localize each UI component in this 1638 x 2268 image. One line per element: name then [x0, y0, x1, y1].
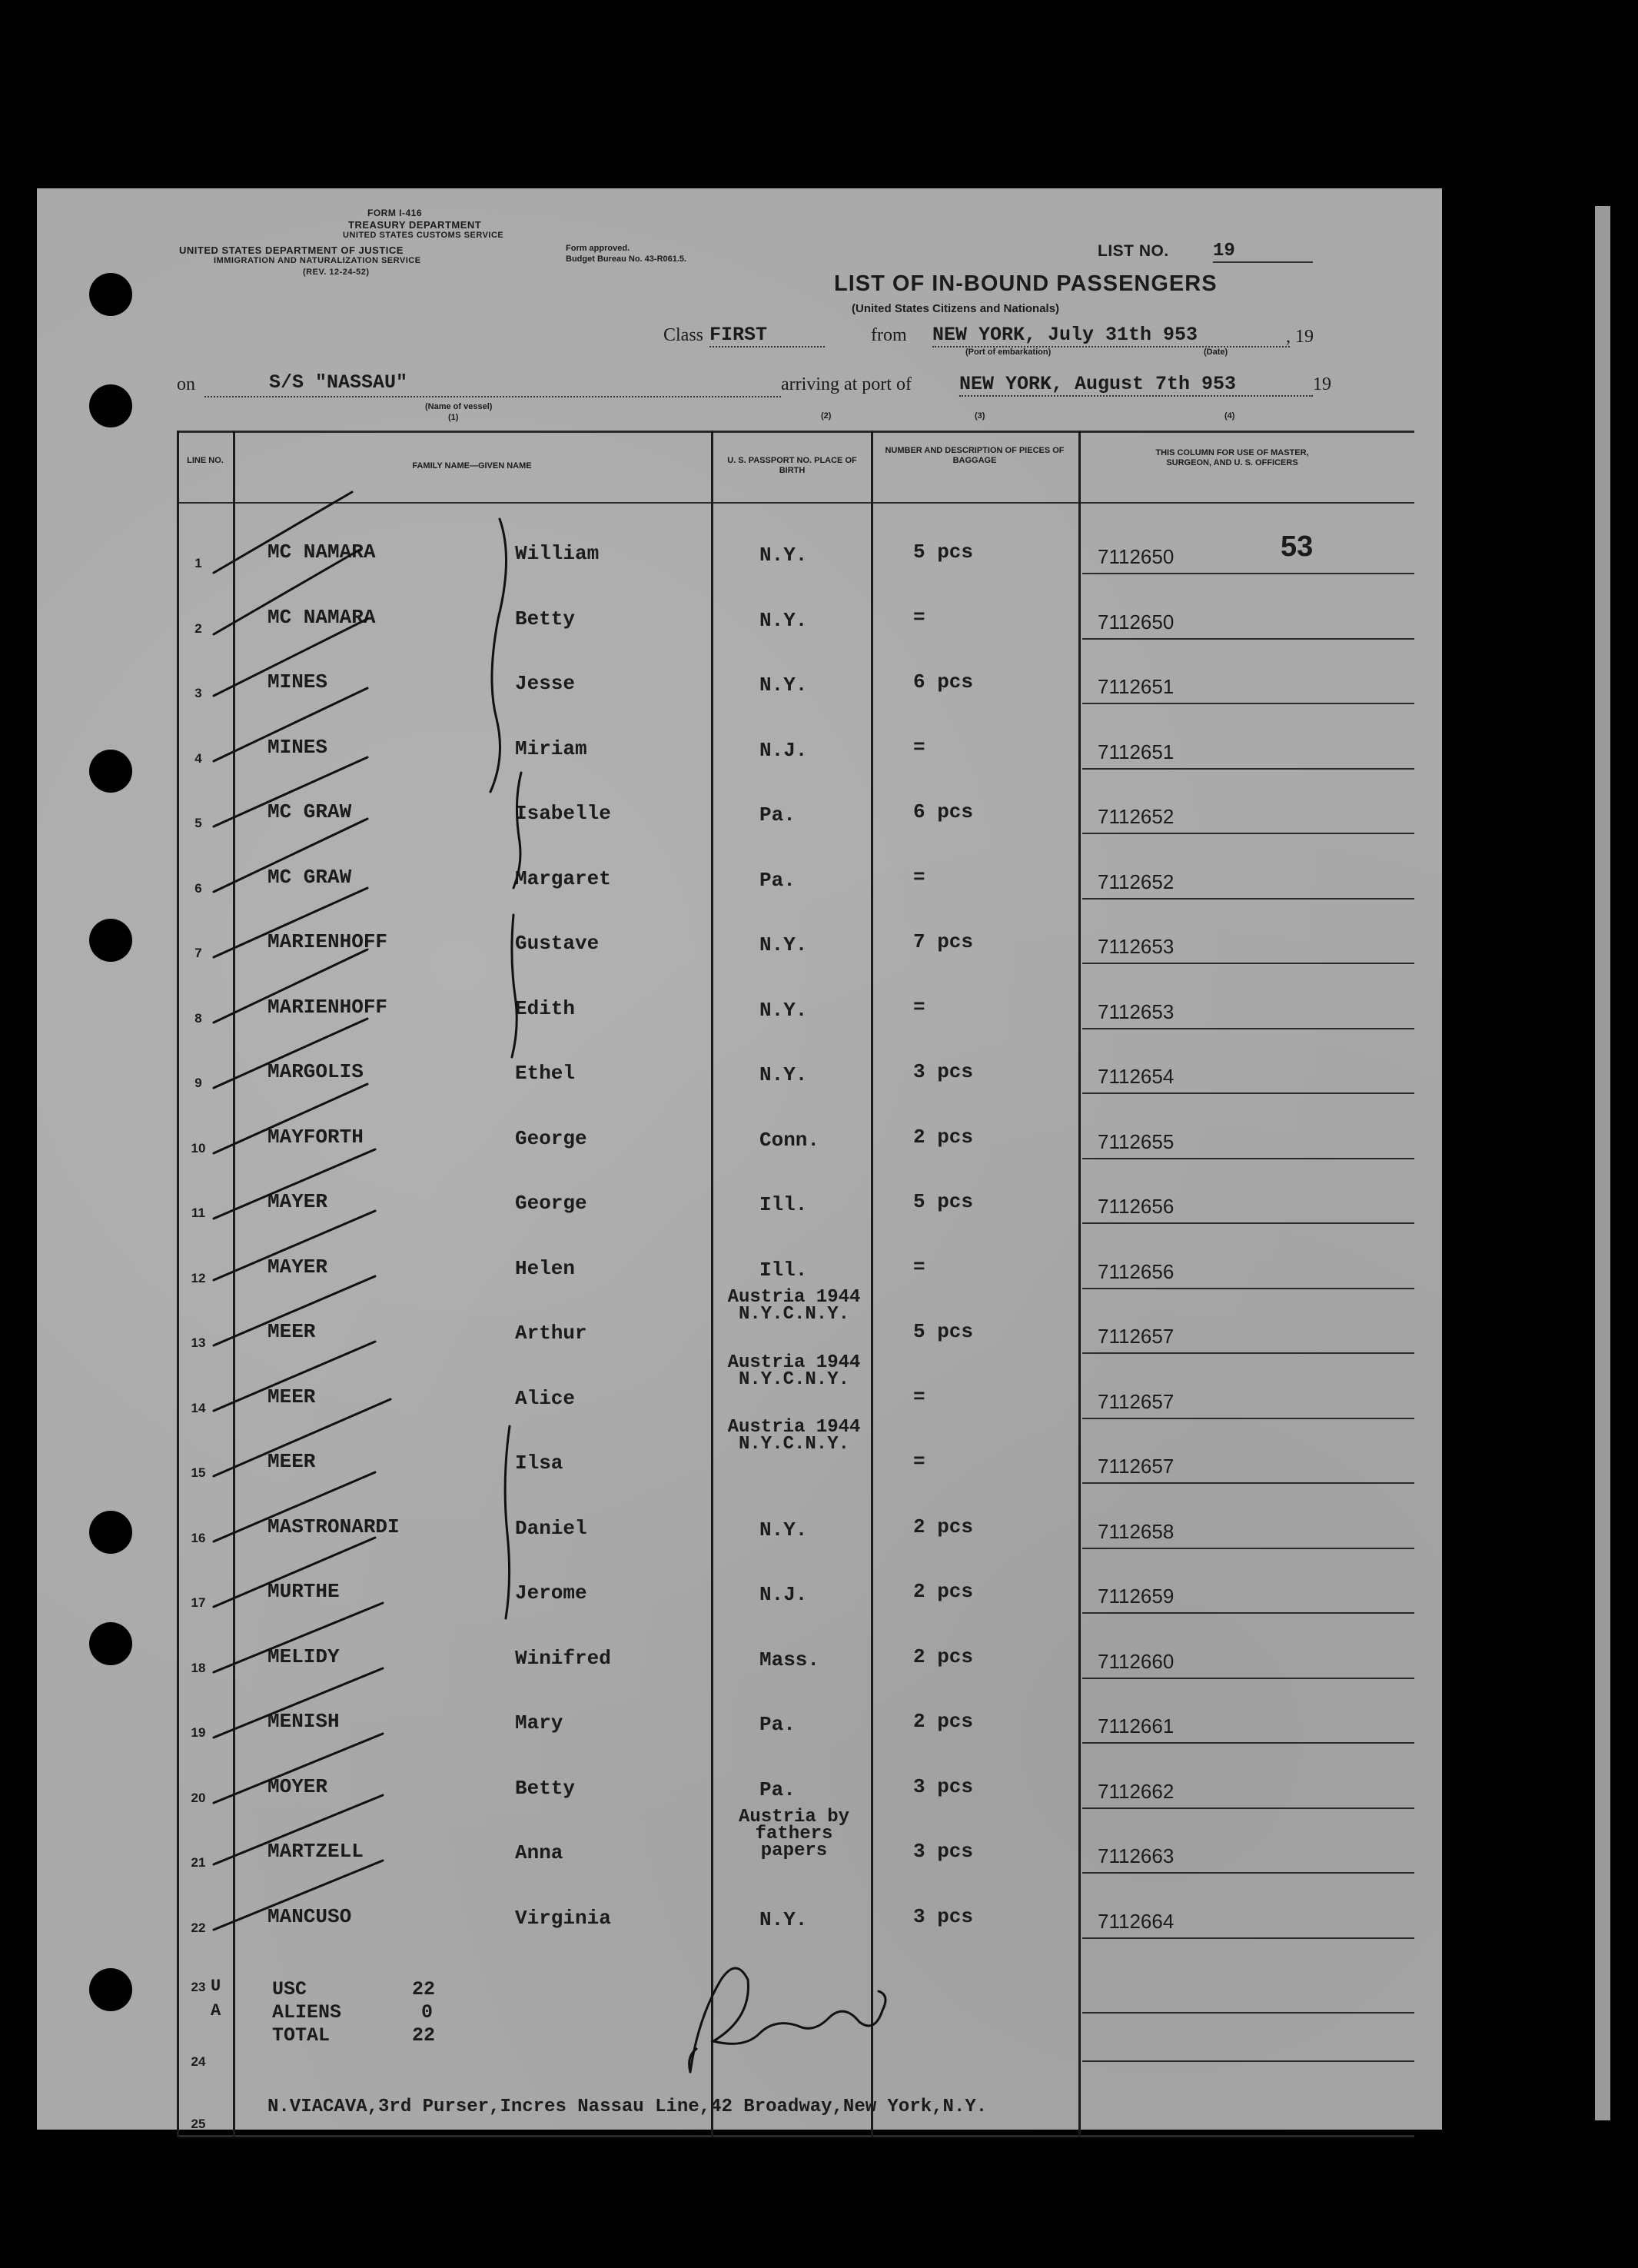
family-bracket [505, 1426, 510, 1618]
place-of-birth: N.Y. [759, 933, 808, 956]
officer-number: 7112658 [1098, 1520, 1175, 1543]
check-mark [214, 1538, 375, 1607]
caption-3: (3) [975, 411, 985, 421]
aliens-label: ALIENS [272, 2001, 342, 2024]
given-name: Betty [515, 607, 576, 630]
list-no-label: LIST NO. [1098, 242, 1169, 260]
place-of-birth: N.Y. [759, 1908, 808, 1931]
corner-mark: 53 [1281, 530, 1314, 563]
baggage: 5 pcs [913, 1320, 974, 1343]
family-name: MARIENHOFF [267, 996, 388, 1019]
from-label: from [871, 325, 907, 345]
line-number: 10 [191, 1141, 206, 1156]
u-mark: U [211, 1977, 221, 1996]
usc-label: USC [272, 1978, 307, 2000]
check-mark [214, 1342, 375, 1411]
line-number: 3 [194, 686, 202, 700]
place-of-birth: Ill. [759, 1193, 808, 1216]
form-number: FORM I-416 [367, 208, 423, 218]
officer-number: 7112664 [1098, 1910, 1175, 1933]
place-of-birth: Austria 1944 N.Y.C.N.Y. [727, 1352, 861, 1390]
purser-footer: N.VIACAVA,3rd Purser,Incres Nassau Line,42 Broadway,New York,N.Y. [267, 2097, 988, 2117]
place-of-birth: Austria 1944 N.Y.C.N.Y. [727, 1417, 861, 1455]
check-mark [214, 1149, 375, 1219]
family-name: MAYER [267, 1190, 328, 1213]
place-of-birth: Pa. [759, 803, 796, 826]
officer-number: 7112663 [1098, 1844, 1175, 1867]
place-of-birth: Mass. [759, 1648, 820, 1671]
check-mark [214, 1861, 383, 1930]
family-bracket [512, 915, 517, 1057]
place-of-birth: N.Y. [759, 609, 808, 632]
a-mark: A [211, 2001, 221, 2020]
adjacent-page-edge [1595, 206, 1610, 2120]
arriving-value: NEW YORK, August 7th 953 [959, 373, 1313, 397]
given-name: Margaret [515, 867, 611, 890]
given-name: Mary [515, 1711, 563, 1734]
line-number: 9 [194, 1076, 202, 1090]
baggage: 6 pcs [913, 800, 974, 823]
signature [690, 1968, 885, 2072]
caption-2: (2) [821, 411, 832, 421]
baggage: 3 pcs [913, 1840, 974, 1863]
check-mark [214, 1734, 383, 1803]
check-mark [214, 492, 352, 573]
col-header-line-no: LINE NO. [187, 456, 224, 465]
place-of-birth: Austria by fathers papers [738, 1807, 850, 1861]
line-number: 17 [191, 1595, 206, 1610]
family-name: MINES [267, 670, 328, 693]
family-name: MEER [267, 1385, 316, 1408]
handwritten-marks [37, 188, 1442, 2130]
binder-hole [89, 384, 132, 427]
family-name: MC GRAW [267, 866, 352, 889]
line-number: 6 [194, 881, 202, 896]
document-title: LIST OF IN-BOUND PASSENGERS [834, 271, 1218, 296]
family-name: MURTHE [267, 1580, 340, 1603]
check-mark [214, 1084, 367, 1153]
officer-number: 7112660 [1098, 1650, 1175, 1673]
check-mark [214, 1472, 375, 1541]
given-name: Gustave [515, 932, 600, 955]
line-number: 20 [191, 1791, 206, 1805]
line-number: 13 [191, 1335, 206, 1350]
family-name: MELIDY [267, 1645, 340, 1668]
family-name: MARTZELL [267, 1840, 364, 1863]
place-of-birth: Austria 1944 N.Y.C.N.Y. [727, 1287, 861, 1325]
check-mark [214, 688, 367, 761]
dept-treasury: TREASURY DEPARTMENT [348, 219, 482, 231]
given-name: Ethel [515, 1062, 576, 1085]
officer-number: 7112659 [1098, 1585, 1175, 1608]
family-name: MINES [267, 736, 328, 759]
baggage: 7 pcs [913, 930, 974, 953]
given-name: Winifred [515, 1647, 611, 1670]
baggage: 3 pcs [913, 1775, 974, 1798]
line-number: 14 [191, 1401, 206, 1415]
family-name: MOYER [267, 1775, 328, 1798]
given-name: Jesse [515, 672, 576, 695]
check-mark [214, 1603, 383, 1672]
family-name: MARGOLIS [267, 1060, 364, 1083]
total-value: 22 [412, 2024, 436, 2047]
binder-hole [89, 919, 132, 962]
caption-4: (4) [1224, 411, 1235, 421]
binder-hole [89, 1511, 132, 1554]
year-suffix-2: 19 [1313, 374, 1331, 394]
check-mark [214, 1668, 383, 1738]
check-mark [214, 949, 367, 1023]
check-mark [214, 619, 367, 696]
place-of-birth: N.Y. [759, 999, 808, 1022]
check-mark [214, 1276, 375, 1345]
line-number: 16 [191, 1531, 206, 1545]
officer-number: 7112662 [1098, 1780, 1175, 1803]
officer-number: 7112656 [1098, 1260, 1175, 1283]
baggage: 3 pcs [913, 1905, 974, 1928]
officer-number: 7112651 [1098, 740, 1175, 763]
place-of-birth: Ill. [759, 1259, 808, 1282]
officer-number: 7112661 [1098, 1714, 1175, 1738]
baggage: 5 pcs [913, 1190, 974, 1213]
given-name: Daniel [515, 1517, 587, 1540]
given-name: Helen [515, 1257, 576, 1280]
family-name: MC NAMARA [267, 606, 376, 629]
baggage: = [913, 736, 925, 759]
col-header-name: FAMILY NAME—GIVEN NAME [412, 461, 532, 471]
place-of-birth: Conn. [759, 1129, 820, 1152]
line-number: 18 [191, 1661, 206, 1675]
document-subtitle: (United States Citizens and Nationals) [852, 302, 1060, 315]
check-mark [214, 1019, 367, 1088]
line-number: 15 [191, 1465, 206, 1480]
place-of-birth: N.Y. [759, 1518, 808, 1541]
line-number: 7 [194, 946, 202, 960]
place-of-birth: Pa. [759, 869, 796, 892]
place-of-birth: N.J. [759, 739, 808, 762]
family-bracket [490, 519, 507, 792]
binder-hole [89, 750, 132, 793]
officer-number: 7112651 [1098, 675, 1175, 698]
baggage: 2 pcs [913, 1126, 974, 1149]
place-of-birth: N.Y. [759, 544, 808, 567]
officer-number: 7112650 [1098, 610, 1175, 634]
baggage: 2 pcs [913, 1710, 974, 1733]
line-number: 8 [194, 1011, 202, 1026]
officer-number: 7112657 [1098, 1390, 1175, 1413]
given-name: Isabelle [515, 802, 611, 825]
given-name: William [515, 542, 600, 565]
baggage: = [913, 606, 925, 629]
family-name: MENISH [267, 1710, 340, 1733]
given-name: Virginia [515, 1907, 611, 1930]
place-of-birth: N.Y. [759, 673, 808, 697]
baggage: 2 pcs [913, 1580, 974, 1603]
check-mark [214, 757, 367, 826]
given-name: Anna [515, 1841, 563, 1864]
place-of-birth: Pa. [759, 1778, 796, 1801]
from-value: NEW YORK, July 31th 953 [932, 324, 1290, 348]
line-number: 1 [194, 556, 202, 570]
baggage: 6 pcs [913, 670, 974, 693]
vessel-caption: (Name of vessel) [425, 402, 493, 411]
line-number-25: 25 [191, 2117, 206, 2131]
line-number: 12 [191, 1271, 206, 1285]
budget-bureau: Budget Bureau No. 43-R061.5. [566, 254, 687, 264]
line-number: 4 [194, 751, 202, 766]
given-name: Miriam [515, 737, 587, 760]
line-number: 2 [194, 621, 202, 636]
vessel-caption-number: (1) [448, 413, 459, 422]
officer-number: 7112650 [1098, 545, 1175, 568]
aliens-value: 0 [421, 2001, 434, 2024]
check-mark [214, 1399, 390, 1476]
baggage: = [913, 1450, 925, 1473]
binder-hole [89, 1968, 132, 2011]
officer-number: 7112653 [1098, 935, 1175, 958]
family-name: MASTRONARDI [267, 1515, 400, 1538]
family-bracket [513, 773, 521, 888]
officer-number: 7112652 [1098, 805, 1175, 828]
on-label: on [177, 374, 195, 394]
line-number-24: 24 [191, 2054, 206, 2069]
baggage: 5 pcs [913, 540, 974, 564]
place-of-birth: Pa. [759, 1713, 796, 1736]
ins: IMMIGRATION AND NATURALIZATION SERVICE [214, 256, 421, 265]
col-header-officers: THIS COLUMN FOR USE OF MASTER, SURGEON, AND U. S. OFFICERS [1155, 448, 1309, 467]
customs-service: UNITED STATES CUSTOMS SERVICE [343, 231, 504, 240]
officer-number: 7112652 [1098, 870, 1175, 893]
given-name: George [515, 1127, 587, 1150]
check-mark [214, 1795, 383, 1864]
check-mark [214, 888, 367, 957]
arriving-label: arriving at port of [781, 374, 912, 394]
line-number: 5 [194, 816, 202, 830]
revision: (REV. 12-24-52) [303, 268, 370, 277]
family-name: MAYER [267, 1255, 328, 1279]
family-name: MANCUSO [267, 1905, 352, 1928]
class-label: Class [663, 325, 704, 345]
given-name: Alice [515, 1387, 576, 1410]
year-suffix-1: , 19 [1286, 327, 1314, 347]
vessel-value: S/S "NASSAU" [269, 371, 408, 394]
line-number: 11 [191, 1205, 205, 1220]
officer-number: 7112654 [1098, 1065, 1175, 1088]
usc-value: 22 [412, 1978, 436, 2000]
officer-number: 7112657 [1098, 1325, 1175, 1348]
family-name: MARIENHOFF [267, 930, 388, 953]
given-name: Arthur [515, 1322, 587, 1345]
family-name: MEER [267, 1450, 316, 1473]
family-name: MEER [267, 1320, 316, 1343]
manifest-page [37, 188, 1442, 2130]
given-name: Betty [515, 1777, 576, 1800]
baggage: 2 pcs [913, 1515, 974, 1538]
officer-number: 7112656 [1098, 1195, 1175, 1218]
class-value: FIRST [709, 324, 825, 348]
form-approved: Form approved. [566, 244, 630, 253]
given-name: Jerome [515, 1581, 587, 1605]
given-name: Edith [515, 997, 576, 1020]
baggage: = [913, 996, 925, 1019]
officer-number: 7112655 [1098, 1130, 1175, 1153]
place-of-birth: N.Y. [759, 1063, 808, 1086]
list-no-value: 19 [1213, 241, 1313, 263]
family-name: MC GRAW [267, 800, 352, 823]
family-name: MAYFORTH [267, 1126, 364, 1149]
total-label: TOTAL [272, 2024, 331, 2047]
line-number-23: 23 [191, 1980, 206, 1994]
table-bottom-rule [177, 2135, 1414, 2137]
port-embark-caption: (Port of embarkation) [965, 348, 1052, 357]
officer-number: 7112657 [1098, 1455, 1175, 1478]
binder-hole [89, 1622, 132, 1665]
given-name: George [515, 1192, 587, 1215]
col-header-passport: U. S. PASSPORT NO. PLACE OF BIRTH [727, 456, 857, 475]
line-number: 21 [191, 1855, 206, 1870]
baggage: = [913, 1385, 925, 1408]
dept-justice: UNITED STATES DEPARTMENT OF JUSTICE [179, 244, 404, 256]
officer-number: 7112653 [1098, 1000, 1175, 1023]
place-of-birth: N.J. [759, 1583, 808, 1606]
baggage: = [913, 1255, 925, 1279]
given-name: Ilsa [515, 1452, 563, 1475]
check-mark [214, 819, 367, 892]
baggage: 3 pcs [913, 1060, 974, 1083]
baggage: 2 pcs [913, 1645, 974, 1668]
binder-hole [89, 273, 132, 316]
family-name: MC NAMARA [267, 540, 376, 564]
baggage: = [913, 866, 925, 889]
line-number: 19 [191, 1725, 206, 1740]
col-header-baggage: NUMBER AND DESCRIPTION OF PIECES OF BAGGAGE [885, 446, 1065, 465]
check-mark [214, 1211, 375, 1280]
line-number: 22 [191, 1920, 206, 1935]
date-caption: (Date) [1204, 348, 1228, 357]
check-mark [214, 550, 360, 634]
